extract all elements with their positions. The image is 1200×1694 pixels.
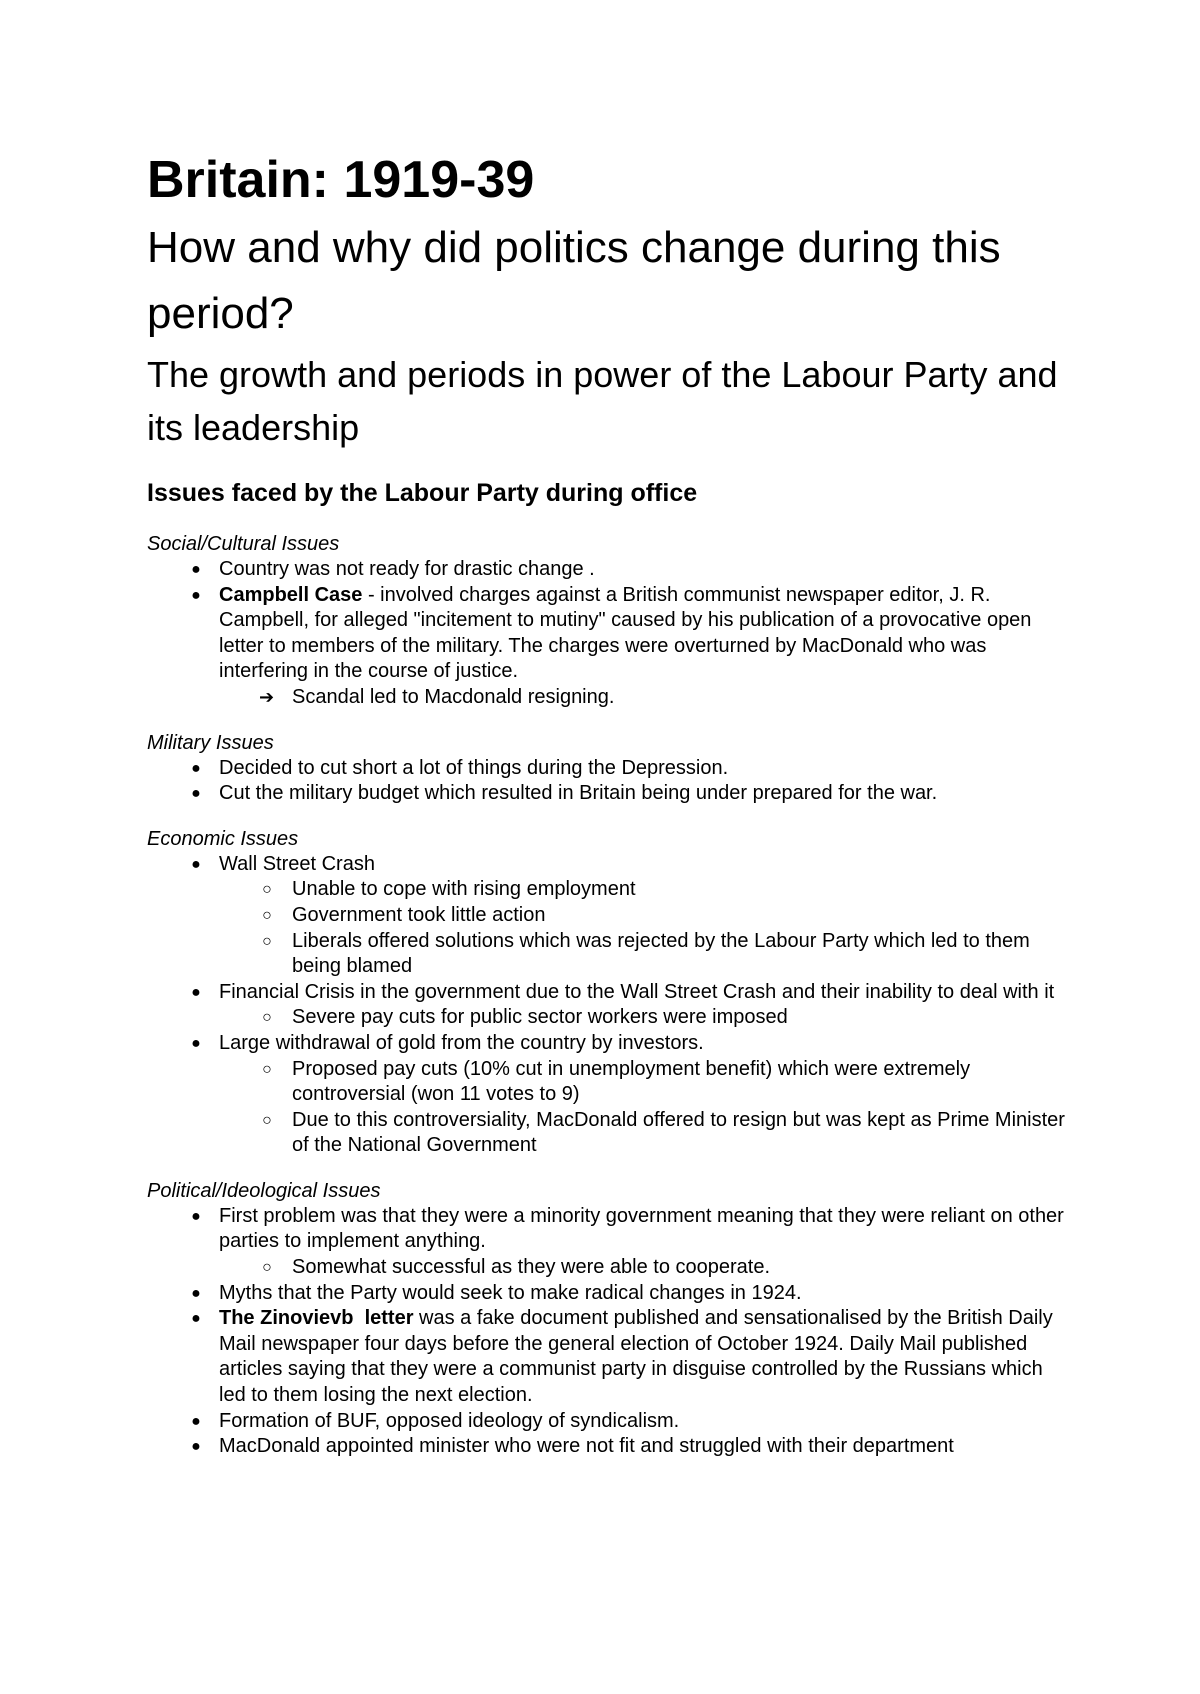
bullet-icon: ● [191,785,201,803]
list-item-text: was a fake document published and sensationalised by the British Daily Mail newspaper four days before the general election of October 1924. Daily Mail published articles saying that they were a communist party in disguise controlled by the Russians which led to them losing the next election. [219,1307,1053,1407]
list-item [147,1281,1067,1307]
section-heading: The growth and periods in power of the Labour Party and its leadership [147,354,1058,448]
bullet-icon: ● [191,983,201,1001]
list-item-text: Cut the military budget which resulted in Britain being under prepared for the war. [219,782,938,805]
list-item [147,685,1067,711]
bullet-icon: ● [191,1310,201,1328]
economic-section [147,827,1067,1159]
circle-bullet-icon: ○ [262,1111,272,1129]
bullet-list [147,557,1067,711]
section-label: Economic Issues [147,827,299,850]
list-item [147,852,1067,980]
bullet-icon: ● [191,1412,201,1430]
list-item [147,1031,1067,1159]
list-item-text: Severe pay cuts for public sector workers were imposed [292,1006,788,1029]
circle-bullet-icon: ○ [262,1259,272,1277]
list-item-text: Formation of BUF, opposed ideology of syndicalism. [219,1409,680,1432]
bullet-icon: ● [191,1034,201,1052]
list-item-text: Myths that the Party would seek to make radical changes in 1924. [219,1281,802,1304]
list-item [147,1434,1067,1460]
bullet-icon: ● [191,561,201,578]
subsection-heading: Issues faced by the Labour Party during office [147,479,698,507]
circle-bullet-icon: ○ [262,906,272,924]
bullet-icon: ● [191,1284,201,1302]
list-item-text: Large withdrawal of gold from the country by investors. [219,1031,704,1054]
bullet-list [147,852,1067,1159]
list-item-text: First problem was that they were a minority government meaning that they were reliant on other parties to implement anything. [219,1204,1064,1253]
list-item-term: Campbell Case [219,583,363,606]
list-item [147,1409,1067,1435]
list-item [147,583,1067,711]
list-item-text: - involved charges against a British communist newspaper editor, J. R. Campbell, for alleged "incitement to mutiny" caused by his publication of a provocative open letter to members of the military. The charges were overturned by MacDonald who was interfering in the course of justice. [219,583,1032,683]
list-item [147,1057,1067,1108]
section-label: Social/Cultural Issues [147,533,340,555]
list-item-text: Proposed pay cuts (10% cut in unemployment benefit) which were extremely controversial (won 11 votes to 9) [292,1057,971,1106]
list-item [147,1255,1067,1281]
list-item-text: Liberals offered solutions which was rejected by the Labour Party which led to them being blamed [292,929,1030,978]
social-cultural-section [147,532,1067,711]
list-item [147,1306,1067,1408]
list-item-text: Wall Street Crash [219,852,375,875]
list-item [147,929,1067,980]
document-title: Britain: 1919-39 [147,151,535,209]
list-item-text: Country was not ready for drastic change . [219,558,595,580]
list-item [147,877,1067,903]
bullet-icon: ● [191,586,201,604]
nested-list [147,1255,1067,1281]
military-section [147,731,1067,807]
document-subtitle: How and why did politics change during this period? [147,223,1001,338]
bullet-icon: ● [191,1438,201,1456]
list-item-text: Somewhat successful as they were able to cooperate. [292,1256,771,1279]
list-item-text: Unable to cope with rising employment [292,878,636,901]
list-item [147,903,1067,929]
bullet-list [147,756,1067,807]
bullet-icon: ● [191,855,201,873]
bullet-list [147,1204,1067,1460]
list-item [147,1204,1067,1281]
list-item [147,756,1067,782]
list-item-text: MacDonald appointed minister who were not fit and struggled with their department [219,1435,954,1458]
list-item-term: The Zinovievb letter [219,1307,414,1330]
arrow-icon: ➔ [259,686,275,707]
list-item [147,1108,1067,1159]
nested-list [147,1005,1067,1031]
circle-bullet-icon: ○ [262,1009,272,1027]
list-item-text: Scandal led to Macdonald resigning. [292,685,615,708]
nested-list [147,1057,1067,1159]
nested-list [147,877,1067,979]
section-label: Military Issues [147,731,274,754]
political-ideological-section [147,1179,1067,1460]
list-item-text: Due to this controversiality, MacDonald offered to resign but was kept as Prime Minister of the National Government [292,1108,1065,1157]
bullet-icon: ● [191,1207,201,1225]
list-item-text: Decided to cut short a lot of things during the Depression. [219,756,729,779]
list-item [147,557,1067,583]
list-item [147,980,1067,1031]
list-item [147,1005,1067,1031]
circle-bullet-icon: ○ [262,932,272,950]
list-item [147,781,1067,807]
list-item-text: Government took little action [292,903,546,926]
bullet-icon: ● [191,759,201,777]
nested-list [147,685,1067,711]
circle-bullet-icon: ○ [262,881,272,899]
section-label: Political/Ideological Issues [147,1179,381,1202]
circle-bullet-icon: ○ [262,1060,272,1078]
list-item-text: Financial Crisis in the government due to the Wall Street Crash and their inability to deal with it [219,980,1055,1003]
document-page [147,145,1067,1460]
